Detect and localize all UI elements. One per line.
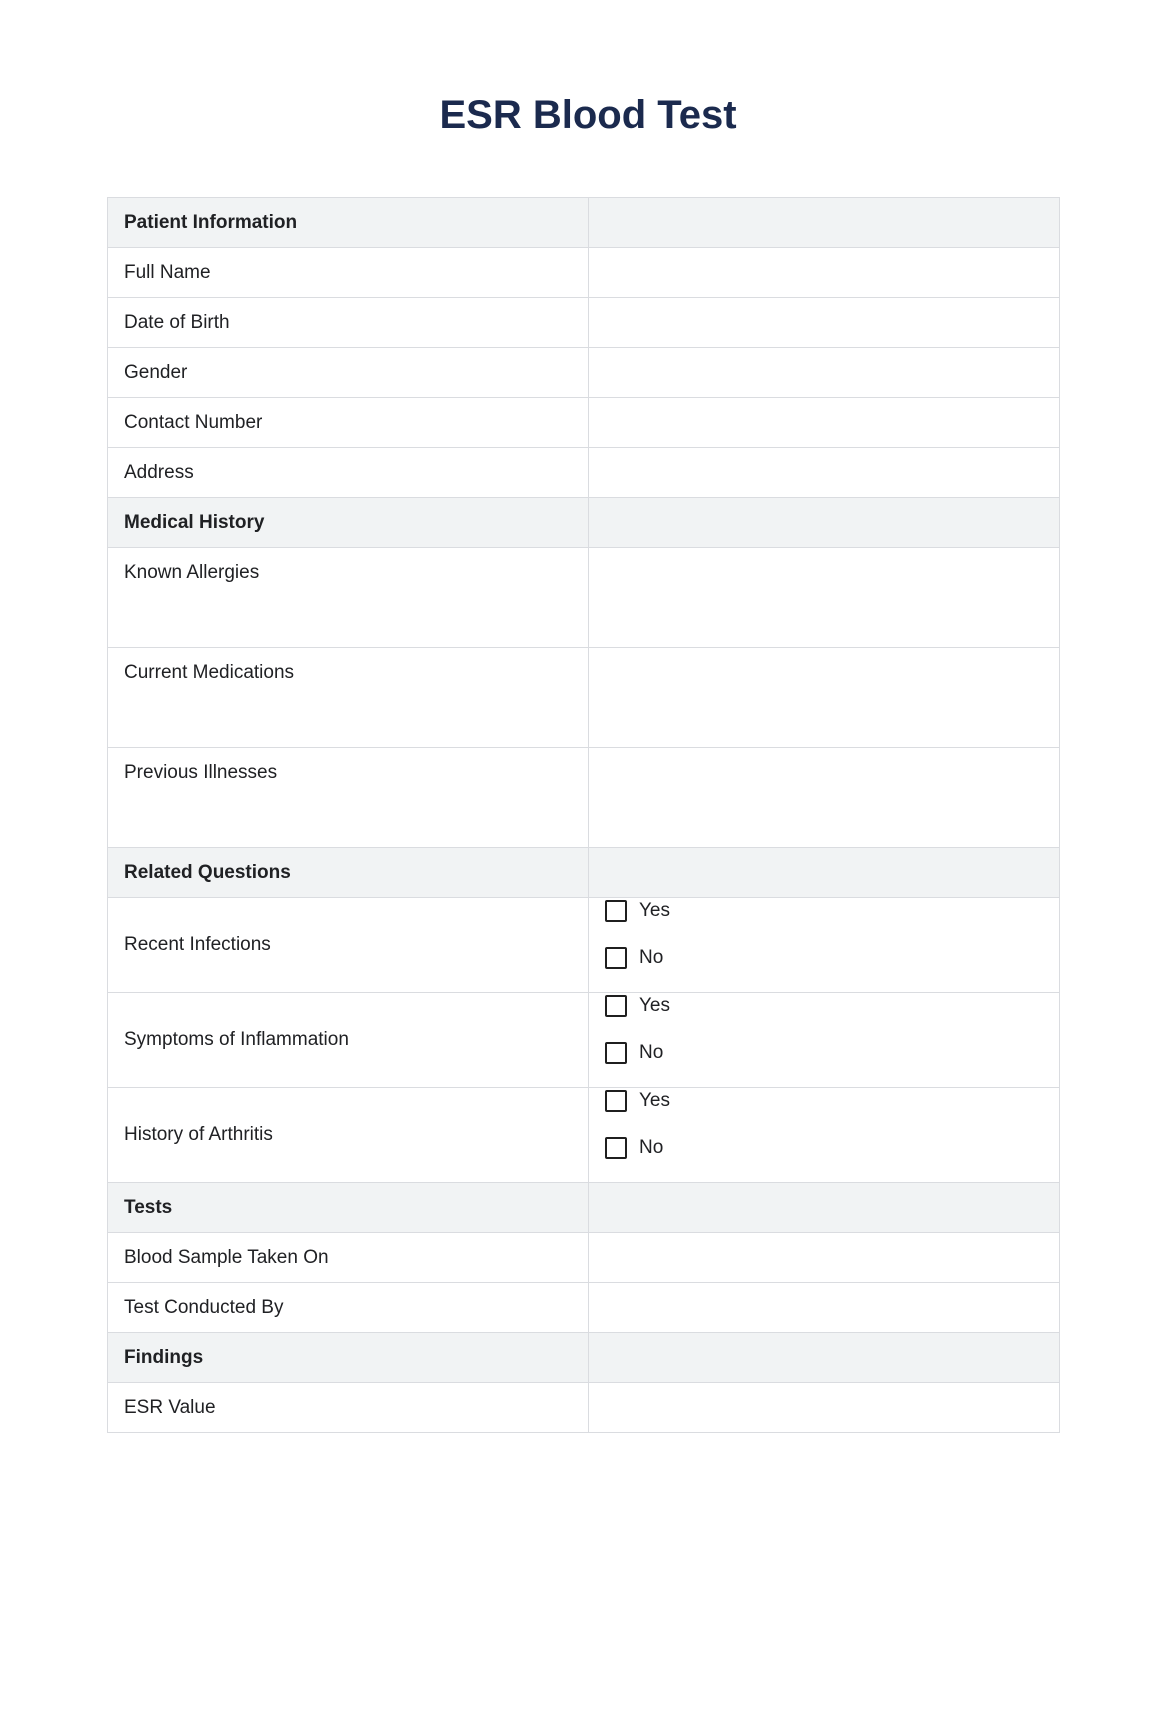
field-row-test-conducted-by: [108, 1283, 1060, 1333]
section-row-tests: [108, 1183, 1060, 1233]
history-of-arthritis-yes-checkbox[interactable]: [605, 1090, 627, 1112]
label-cell-known-allergies: [108, 548, 589, 648]
section-row-medical-history: [108, 498, 1060, 548]
label-cell-full-name: [108, 248, 589, 298]
section-title: Related Questions: [124, 861, 291, 883]
history-of-arthritis-options-cell: [589, 1088, 1060, 1183]
field-label: History of Arthritis: [124, 1124, 273, 1145]
blood-sample-taken-on-input-field[interactable]: [589, 1233, 1060, 1283]
section-header-cell-related-questions: [108, 848, 589, 898]
field-row-esr-value: [108, 1383, 1060, 1433]
field-row-known-allergies: [108, 548, 1060, 648]
full-name-input-field[interactable]: [589, 248, 1060, 298]
symptoms-of-inflammation-no-checkbox[interactable]: [605, 1042, 627, 1064]
form-table-body: [108, 198, 1060, 1433]
form-document: [0, 92, 1176, 1433]
field-row-recent-infections: [108, 898, 1060, 993]
field-label: Address: [124, 461, 194, 483]
field-label: Test Conducted By: [124, 1296, 284, 1318]
contact-number-input-field[interactable]: [589, 398, 1060, 448]
symptoms-of-inflammation-options-cell: [589, 993, 1060, 1088]
field-row-full-name: [108, 248, 1060, 298]
esr-value-input-field[interactable]: [589, 1383, 1060, 1433]
section-header-cell-patient-information: [108, 198, 589, 248]
recent-infections-option-yes[interactable]: [605, 898, 1043, 924]
history-of-arthritis-option-yes[interactable]: [605, 1088, 1043, 1114]
field-label: Symptoms of Inflammation: [124, 1029, 349, 1050]
symptoms-of-inflammation-option-yes[interactable]: [605, 993, 1043, 1019]
section-header-spacer-patient-information: [589, 198, 1060, 248]
gender-input-field[interactable]: [589, 348, 1060, 398]
field-label: Contact Number: [124, 411, 263, 433]
checkbox-label: No: [639, 1042, 664, 1063]
form-table: [107, 197, 1060, 1433]
field-row-contact-number: [108, 398, 1060, 448]
label-cell-blood-sample-taken-on: [108, 1233, 589, 1283]
field-label: Current Medications: [124, 662, 295, 683]
section-title: Tests: [124, 1196, 173, 1218]
field-label: Blood Sample Taken On: [124, 1246, 329, 1268]
section-row-patient-information: [108, 198, 1060, 248]
previous-illnesses-input-field[interactable]: [589, 748, 1060, 848]
page-title: ESR Blood Test: [439, 93, 737, 137]
section-header-spacer-findings: [589, 1333, 1060, 1383]
label-cell-esr-value: [108, 1383, 589, 1433]
field-row-previous-illnesses: [108, 748, 1060, 848]
field-label: Gender: [124, 361, 188, 383]
field-row-symptoms-of-inflammation: [108, 993, 1060, 1088]
date-of-birth-input-field[interactable]: [589, 298, 1060, 348]
checkbox-label: Yes: [639, 995, 670, 1016]
section-row-related-questions: [108, 848, 1060, 898]
label-cell-gender: [108, 348, 589, 398]
current-medications-input-field[interactable]: [589, 648, 1060, 748]
checkbox-label: Yes: [639, 900, 670, 921]
section-title: Findings: [124, 1346, 204, 1368]
checkbox-label: No: [639, 947, 664, 968]
field-label: Date of Birth: [124, 311, 230, 333]
label-cell-recent-infections: [108, 898, 589, 993]
section-row-findings: [108, 1333, 1060, 1383]
recent-infections-options-cell: [589, 898, 1060, 993]
label-cell-test-conducted-by: [108, 1283, 589, 1333]
field-row-current-medications: [108, 648, 1060, 748]
recent-infections-option-no[interactable]: [605, 945, 1043, 971]
field-label: Recent Infections: [124, 934, 271, 955]
label-cell-address: [108, 448, 589, 498]
recent-infections-yes-checkbox[interactable]: [605, 900, 627, 922]
label-cell-symptoms-of-inflammation: [108, 993, 589, 1088]
address-input-field[interactable]: [589, 448, 1060, 498]
recent-infections-no-checkbox[interactable]: [605, 947, 627, 969]
field-row-gender: [108, 348, 1060, 398]
section-header-spacer-tests: [589, 1183, 1060, 1233]
known-allergies-input-field[interactable]: [589, 548, 1060, 648]
section-header-cell-findings: [108, 1333, 589, 1383]
field-label: Known Allergies: [124, 562, 260, 583]
field-row-blood-sample-taken-on: [108, 1233, 1060, 1283]
field-label: ESR Value: [124, 1396, 216, 1418]
checkbox-label: Yes: [639, 1090, 670, 1111]
label-cell-history-of-arthritis: [108, 1088, 589, 1183]
symptoms-of-inflammation-yes-checkbox[interactable]: [605, 995, 627, 1017]
test-conducted-by-input-field[interactable]: [589, 1283, 1060, 1333]
section-header-spacer-medical-history: [589, 498, 1060, 548]
field-label: Full Name: [124, 261, 211, 283]
section-header-spacer-related-questions: [589, 848, 1060, 898]
label-cell-contact-number: [108, 398, 589, 448]
checkbox-label: No: [639, 1137, 664, 1158]
field-label: Previous Illnesses: [124, 762, 278, 783]
field-row-address: [108, 448, 1060, 498]
history-of-arthritis-option-no[interactable]: [605, 1135, 1043, 1161]
section-title: Patient Information: [124, 211, 298, 233]
history-of-arthritis-no-checkbox[interactable]: [605, 1137, 627, 1159]
label-cell-date-of-birth: [108, 298, 589, 348]
section-title: Medical History: [124, 511, 265, 533]
section-header-cell-tests: [108, 1183, 589, 1233]
field-row-date-of-birth: [108, 298, 1060, 348]
label-cell-previous-illnesses: [108, 748, 589, 848]
section-header-cell-medical-history: [108, 498, 589, 548]
symptoms-of-inflammation-option-no[interactable]: [605, 1040, 1043, 1066]
field-row-history-of-arthritis: [108, 1088, 1060, 1183]
label-cell-current-medications: [108, 648, 589, 748]
